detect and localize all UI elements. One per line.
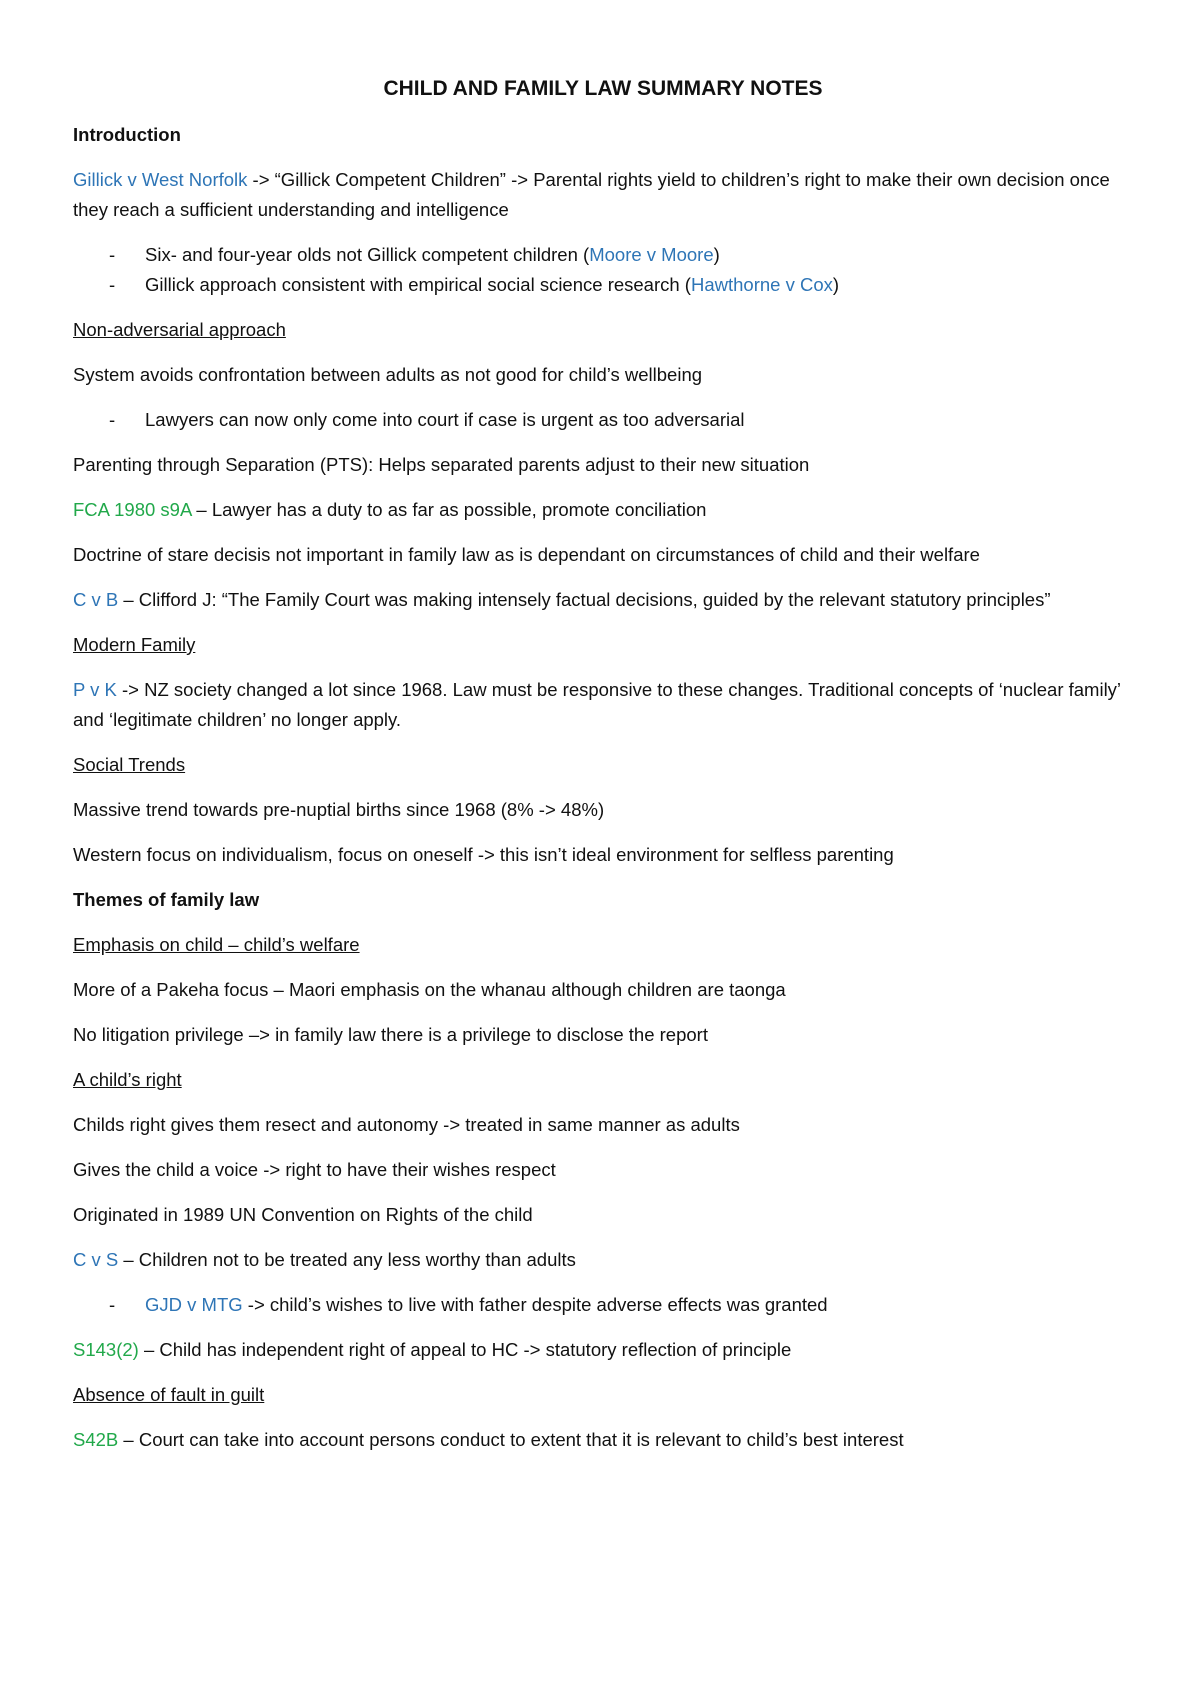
- case-citation: Moore v Moore: [589, 244, 714, 265]
- text-segment: Social Trends: [73, 754, 186, 775]
- text-segment: Lawyers can now only come into court if case is urgent as too adversarial: [145, 409, 745, 430]
- section-heading: [73, 885, 1133, 915]
- paragraph: [73, 1155, 1133, 1185]
- text-segment: Doctrine of stare decisis not important in family law as is dependant on circumstances of child and their welfare: [73, 544, 980, 565]
- text-segment: – Court can take into account persons conduct to extent that it is relevant to child’s best interest: [118, 1429, 904, 1450]
- case-citation: C v B: [73, 589, 119, 610]
- text-segment: Childs right gives them resect and autonomy -> treated in same manner as adults: [73, 1114, 740, 1135]
- text-segment: -> “Gillick Competent Children” -> Parental rights yield to children’s right to make their own decision once they reach a sufficient understanding and intelligence: [73, 169, 1110, 220]
- case-citation: C v S: [73, 1249, 119, 1270]
- text-segment: Absence of fault in guilt: [73, 1384, 265, 1405]
- text-segment: ): [832, 274, 840, 295]
- text-segment: Gillick approach consistent with empirical social science research (: [145, 274, 691, 295]
- bullet-dash-icon: -: [109, 1294, 116, 1315]
- text-segment: Parenting through Separation (PTS): Helps separated parents adjust to their new situation: [73, 454, 810, 475]
- text-segment: System avoids confrontation between adults as not good for child’s wellbeing: [73, 364, 703, 385]
- text-segment: Originated in 1989 UN Convention on Rights of the child: [73, 1204, 533, 1225]
- text-segment: Emphasis on child – child’s welfare: [73, 934, 360, 955]
- statute-citation: S143(2): [73, 1339, 139, 1360]
- paragraph: [73, 1200, 1133, 1230]
- text-segment: Six- and four-year olds not Gillick competent children (: [145, 244, 590, 265]
- paragraph: [73, 450, 1133, 480]
- paragraph: [73, 1245, 1133, 1275]
- case-citation: P v K: [73, 679, 117, 700]
- paragraph: [73, 840, 1133, 870]
- bullet-list: [73, 1290, 1133, 1320]
- paragraph: [73, 1110, 1133, 1140]
- text-segment: Massive trend towards pre-nuptial births since 1968 (8% -> 48%): [73, 799, 605, 820]
- text-segment: More of a Pakeha focus – Maori emphasis on the whanau although children are taonga: [73, 979, 786, 1000]
- text-segment: – Children not to be treated any less worthy than adults: [118, 1249, 576, 1270]
- case-citation: Hawthorne v Cox: [690, 274, 833, 295]
- case-citation: Gillick v West Norfolk: [73, 169, 248, 190]
- bullet-dash-icon: -: [109, 274, 116, 295]
- statute-citation: FCA 1980 s9A: [73, 499, 192, 520]
- text-segment: Western focus on individualism, focus on oneself -> this isn’t ideal environment for selfless parenting: [73, 844, 894, 865]
- paragraph: [73, 1335, 1133, 1365]
- paragraph: [73, 495, 1133, 525]
- text-segment: – Lawyer has a duty to as far as possible, promote conciliation: [191, 499, 707, 520]
- bullet-dash-icon: -: [109, 244, 116, 265]
- text-segment: ): [713, 244, 720, 265]
- paragraph: [73, 165, 1133, 225]
- document-title: CHILD AND FAMILY LAW SUMMARY NOTES: [383, 77, 823, 100]
- paragraph: [73, 360, 1133, 390]
- bullet-list: [73, 405, 1133, 435]
- paragraph: [73, 540, 1133, 570]
- subsection-heading: [73, 630, 1133, 660]
- bullet-item: [73, 240, 1133, 270]
- document-body: [73, 120, 1133, 1455]
- text-segment: Non-adversarial approach: [73, 319, 286, 340]
- text-segment: Themes of family law: [73, 889, 260, 910]
- subsection-heading: [73, 750, 1133, 780]
- paragraph: [73, 975, 1133, 1005]
- subsection-heading: [73, 1065, 1133, 1095]
- text-segment: Introduction: [73, 124, 181, 145]
- text-segment: -> NZ society changed a lot since 1968. Law must be responsive to these changes. Traditional concepts of ‘nuclear family’ and ‘legitimate children’ no longer apply.: [73, 679, 1121, 730]
- section-heading: [73, 120, 1133, 150]
- document-page: [73, 74, 1133, 1470]
- subsection-heading: [73, 1380, 1133, 1410]
- bullet-list: [73, 240, 1133, 300]
- text-segment: – Clifford J: “The Family Court was making intensely factual decisions, guided by the relevant statutory principles”: [118, 589, 1051, 610]
- text-segment: A child’s right: [73, 1069, 182, 1090]
- text-segment: Gives the child a voice -> right to have their wishes respect: [73, 1159, 556, 1180]
- case-citation: GJD v MTG: [145, 1294, 243, 1315]
- paragraph: [73, 1020, 1133, 1050]
- text-segment: – Child has independent right of appeal to HC -> statutory reflection of principle: [138, 1339, 792, 1360]
- text-segment: -> child’s wishes to live with father despite adverse effects was granted: [242, 1294, 828, 1315]
- bullet-item: [73, 1290, 1133, 1320]
- paragraph: [73, 675, 1133, 735]
- statute-citation: S42B: [73, 1429, 119, 1450]
- text-segment: No litigation privilege –> in family law there is a privilege to disclose the report: [73, 1024, 708, 1045]
- text-segment: Modern Family: [73, 634, 196, 655]
- paragraph: [73, 1425, 1133, 1455]
- subsection-heading: [73, 930, 1133, 960]
- bullet-item: [73, 270, 1133, 300]
- bullet-dash-icon: -: [109, 409, 116, 430]
- paragraph: [73, 795, 1133, 825]
- subsection-heading: [73, 315, 1133, 345]
- paragraph: [73, 585, 1133, 615]
- bullet-item: [73, 405, 1133, 435]
